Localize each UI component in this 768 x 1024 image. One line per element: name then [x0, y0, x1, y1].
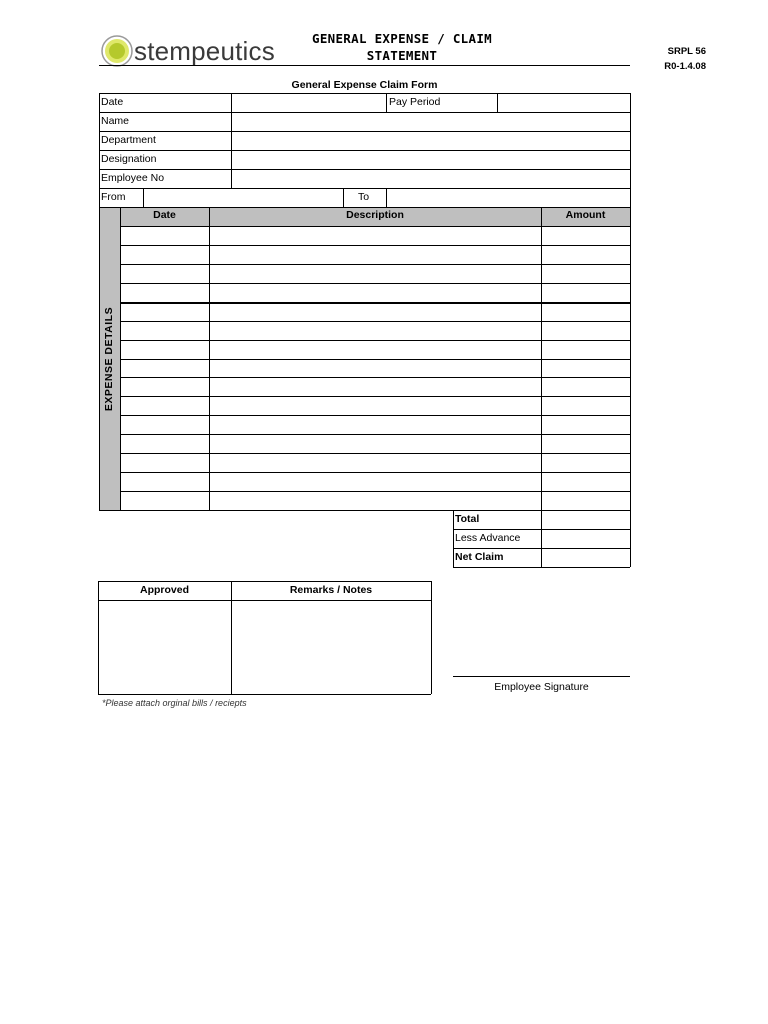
amount-cell[interactable] — [541, 321, 630, 340]
description-cell[interactable] — [209, 359, 541, 378]
date-cell[interactable] — [120, 264, 209, 283]
date-cell[interactable] — [120, 359, 209, 378]
document-title-line1: GENERAL EXPENSE / CLAIM — [312, 31, 492, 46]
company-logo — [100, 34, 275, 68]
description-cell[interactable] — [209, 321, 541, 340]
department-label: Department — [101, 134, 156, 146]
logo-circle-icon — [100, 34, 134, 68]
date-cell[interactable] — [120, 453, 209, 472]
approved-field[interactable] — [98, 600, 231, 694]
department-field[interactable] — [231, 131, 630, 150]
date-cell[interactable] — [120, 340, 209, 359]
name-field[interactable] — [231, 112, 630, 131]
description-cell[interactable] — [209, 340, 541, 359]
designation-label: Designation — [101, 153, 157, 165]
column-header-date: Date — [153, 209, 176, 221]
date-cell[interactable] — [120, 321, 209, 340]
date-cell[interactable] — [120, 434, 209, 453]
approved-header: Approved — [139, 584, 189, 596]
description-cell[interactable] — [209, 226, 541, 245]
description-cell[interactable] — [209, 472, 541, 491]
amount-cell[interactable] — [541, 377, 630, 396]
employee-no-label: Employee No — [101, 172, 165, 184]
date-label: Date — [101, 96, 124, 108]
to-label: To — [358, 191, 370, 203]
date-cell[interactable] — [120, 377, 209, 396]
amount-cell[interactable] — [541, 453, 630, 472]
amount-cell[interactable] — [541, 302, 630, 321]
description-cell[interactable] — [209, 415, 541, 434]
less-advance-label: Less Advance — [455, 532, 521, 544]
to-field[interactable] — [386, 188, 630, 207]
description-cell[interactable] — [209, 245, 541, 264]
date-cell[interactable] — [120, 491, 209, 510]
total-label: Total — [455, 513, 480, 525]
date-cell[interactable] — [120, 396, 209, 415]
date-cell[interactable] — [120, 302, 209, 321]
description-cell[interactable] — [209, 264, 541, 283]
amount-cell[interactable] — [541, 415, 630, 434]
amount-cell[interactable] — [541, 226, 630, 245]
form-title: General Expense Claim Form — [291, 79, 438, 91]
pay-period-label: Pay Period — [389, 96, 441, 108]
total-field[interactable] — [541, 510, 630, 529]
description-cell[interactable] — [209, 377, 541, 396]
logo-text: stempeutics — [134, 36, 275, 66]
description-cell[interactable] — [209, 283, 541, 302]
amount-cell[interactable] — [541, 434, 630, 453]
amount-cell[interactable] — [541, 283, 630, 302]
amount-cell[interactable] — [541, 396, 630, 415]
document-revision: R0-1.4.08 — [664, 61, 706, 72]
amount-cell[interactable] — [541, 340, 630, 359]
name-label: Name — [101, 115, 130, 127]
description-cell[interactable] — [209, 434, 541, 453]
designation-field[interactable] — [231, 150, 630, 169]
net-claim-label: Net Claim — [455, 551, 504, 563]
document-code: SRPL 56 — [667, 46, 706, 57]
amount-cell[interactable] — [541, 264, 630, 283]
expense-details-side-label: EXPENSE DETAILS — [103, 306, 116, 411]
column-header-description: Description — [346, 209, 404, 221]
remarks-field[interactable] — [231, 600, 431, 694]
amount-cell[interactable] — [541, 472, 630, 491]
date-cell[interactable] — [120, 226, 209, 245]
amount-cell[interactable] — [541, 359, 630, 378]
signature-line[interactable] — [453, 676, 630, 677]
net-claim-field[interactable] — [541, 548, 630, 567]
remarks-header: Remarks / Notes — [289, 584, 373, 596]
less-advance-field[interactable] — [541, 529, 630, 548]
header-rule — [99, 65, 630, 66]
attachment-note: *Please attach orginal bills / reciepts — [102, 698, 247, 708]
pay-period-field[interactable] — [497, 93, 630, 112]
date-cell[interactable] — [120, 283, 209, 302]
description-cell[interactable] — [209, 491, 541, 510]
from-label: From — [101, 191, 126, 203]
description-cell[interactable] — [209, 453, 541, 472]
employee-signature-label: Employee Signature — [494, 681, 589, 693]
description-cell[interactable] — [209, 396, 541, 415]
from-field[interactable] — [143, 188, 343, 207]
employee-no-field[interactable] — [231, 169, 630, 188]
description-cell[interactable] — [209, 302, 541, 321]
amount-cell[interactable] — [541, 245, 630, 264]
date-field[interactable] — [231, 93, 386, 112]
column-header-amount: Amount — [565, 209, 606, 221]
document-title-line2: STATEMENT — [366, 48, 438, 63]
amount-cell[interactable] — [541, 491, 630, 510]
date-cell[interactable] — [120, 472, 209, 491]
date-cell[interactable] — [120, 245, 209, 264]
date-cell[interactable] — [120, 415, 209, 434]
